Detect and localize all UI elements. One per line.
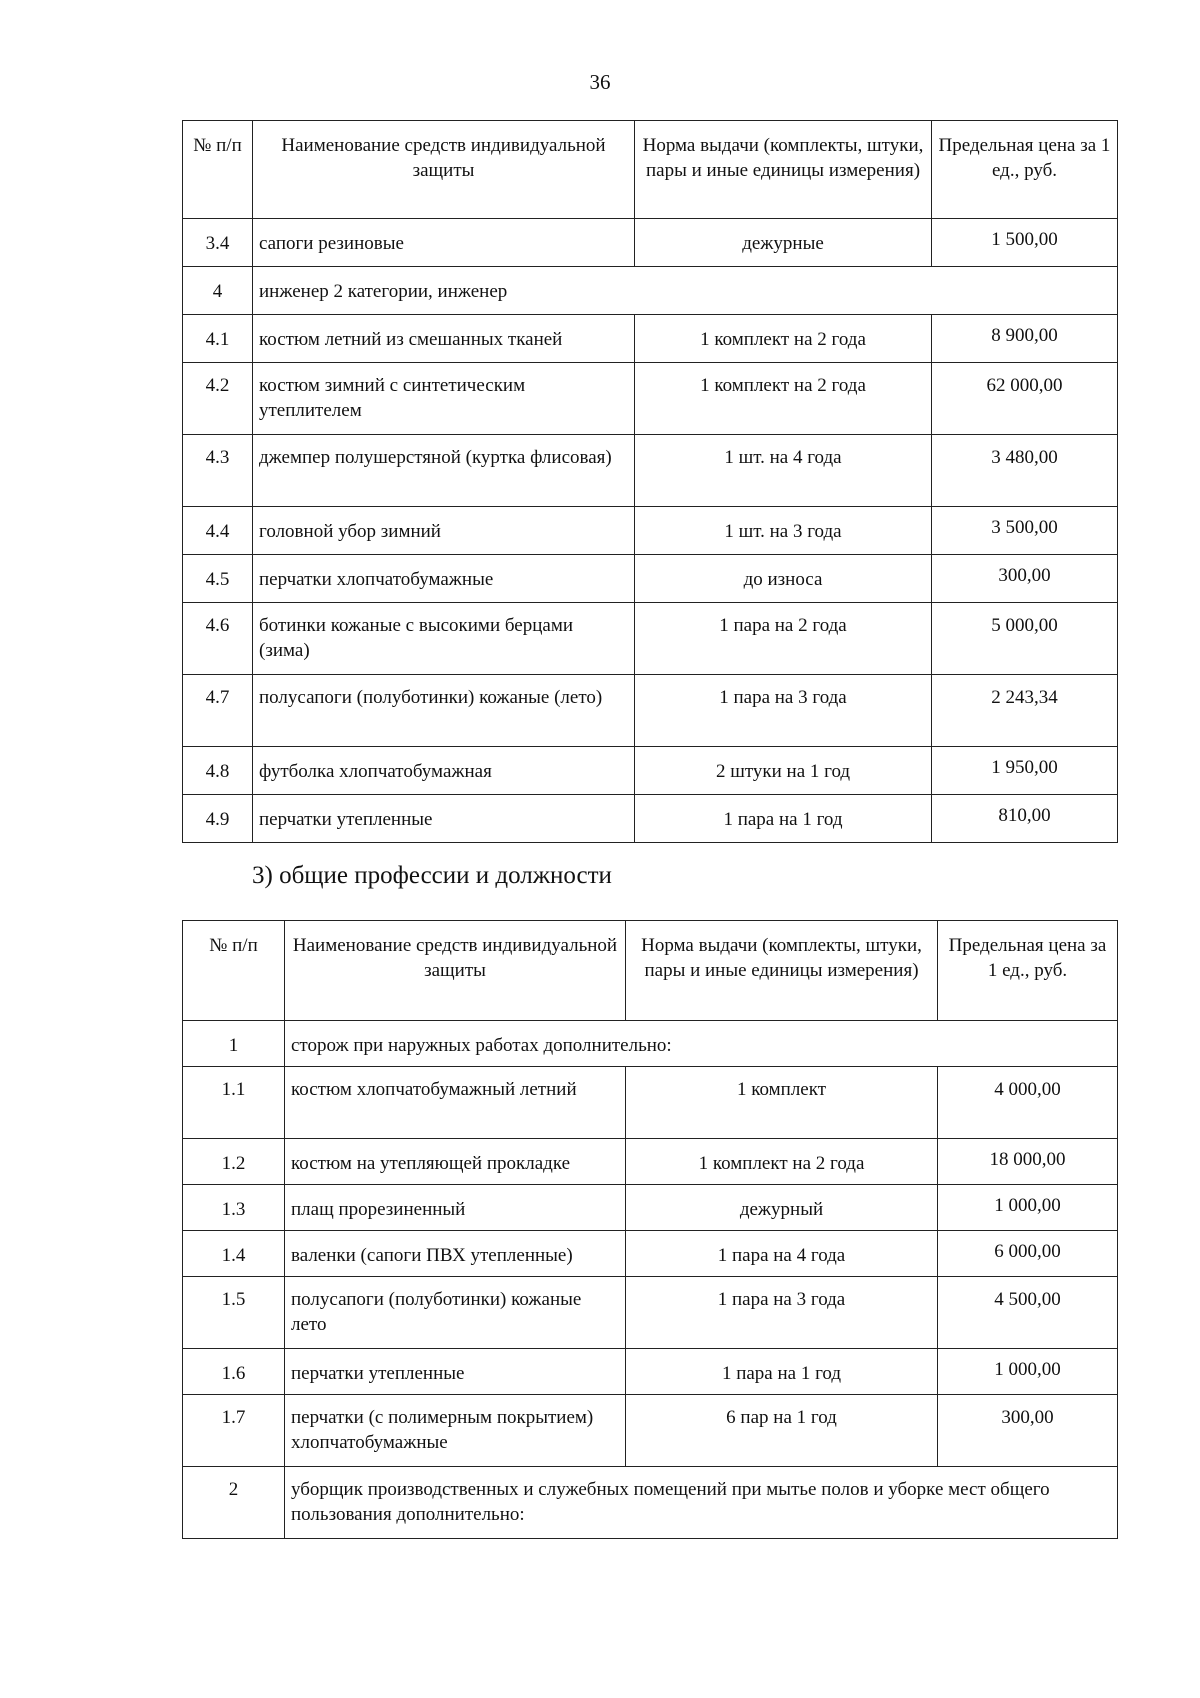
table-row xyxy=(183,1349,1118,1395)
row-name: костюм на утепляющей прокладке xyxy=(285,1139,626,1185)
table-row xyxy=(183,219,1118,267)
row-num: 4.5 xyxy=(183,555,253,603)
row-norm: 1 пара на 3 года xyxy=(635,675,932,747)
table-row xyxy=(183,555,1118,603)
row-name: головной убор зимний xyxy=(253,507,635,555)
row-name: футболка хлопчатобумажная xyxy=(253,747,635,795)
row-price: 3 500,00 xyxy=(932,507,1118,555)
table-row xyxy=(183,1231,1118,1277)
row-price: 1 000,00 xyxy=(938,1349,1118,1395)
ppe-table-general xyxy=(182,920,1118,1539)
row-price: 18 000,00 xyxy=(938,1139,1118,1185)
row-num: 1.7 xyxy=(183,1395,285,1467)
row-price: 300,00 xyxy=(938,1395,1118,1467)
row-norm: 1 пара на 2 года xyxy=(635,603,932,675)
row-num: 2 xyxy=(183,1467,285,1539)
table-row xyxy=(183,1067,1118,1139)
table-row xyxy=(183,1139,1118,1185)
row-norm: 6 пар на 1 год xyxy=(626,1395,938,1467)
row-norm: до износа xyxy=(635,555,932,603)
row-name: полусапоги (полуботинки) кожаные лето xyxy=(285,1277,626,1349)
row-name: костюм летний из смешанных тканей xyxy=(253,315,635,363)
row-name: костюм зимний с синтетическим утеплителем xyxy=(253,363,635,435)
table-row xyxy=(183,747,1118,795)
row-num: 4.3 xyxy=(183,435,253,507)
table-row xyxy=(183,603,1118,675)
table-group-row xyxy=(183,267,1118,315)
row-norm: 1 пара на 3 года xyxy=(626,1277,938,1349)
row-price: 62 000,00 xyxy=(932,363,1118,435)
table-row xyxy=(183,315,1118,363)
header-price: Предельная цена за 1 ед., руб. xyxy=(932,121,1118,219)
table-row xyxy=(183,1395,1118,1467)
row-norm: 1 пара на 1 год xyxy=(626,1349,938,1395)
table-row xyxy=(183,675,1118,747)
row-price: 300,00 xyxy=(932,555,1118,603)
row-name: полусапоги (полуботинки) кожаные (лето) xyxy=(253,675,635,747)
row-num: 1.1 xyxy=(183,1067,285,1139)
row-norm: дежурный xyxy=(626,1185,938,1231)
group-name: инженер 2 категории, инженер xyxy=(253,267,1118,315)
row-price: 4 000,00 xyxy=(938,1067,1118,1139)
row-num: 1.2 xyxy=(183,1139,285,1185)
table-row xyxy=(183,795,1118,843)
row-price: 810,00 xyxy=(932,795,1118,843)
table-row xyxy=(183,1277,1118,1349)
row-price: 1 950,00 xyxy=(932,747,1118,795)
page-number: 36 xyxy=(589,70,611,94)
row-norm: 1 комплект на 2 года xyxy=(635,315,932,363)
row-norm: 1 шт. на 3 года xyxy=(635,507,932,555)
row-num: 4.1 xyxy=(183,315,253,363)
row-num: 4.9 xyxy=(183,795,253,843)
row-norm: 1 пара на 1 год xyxy=(635,795,932,843)
row-price: 1 000,00 xyxy=(938,1185,1118,1231)
row-norm: 1 шт. на 4 года xyxy=(635,435,932,507)
group-name: уборщик производственных и служебных помещений при мытье полов и уборке мест общего пользования дополнительно: xyxy=(285,1467,1118,1539)
header-name: Наименование средств индивидуальной защиты xyxy=(285,921,626,1021)
table-group-row xyxy=(183,1021,1118,1067)
row-name: костюм хлопчатобумажный летний xyxy=(285,1067,626,1139)
row-norm: 1 пара на 4 года xyxy=(626,1231,938,1277)
row-num: 1.4 xyxy=(183,1231,285,1277)
row-num: 4.4 xyxy=(183,507,253,555)
row-norm: дежурные xyxy=(635,219,932,267)
row-num: 4 xyxy=(183,267,253,315)
row-name: валенки (сапоги ПВХ утепленные) xyxy=(285,1231,626,1277)
table-group-row xyxy=(183,1467,1118,1539)
table-row xyxy=(183,507,1118,555)
table-row xyxy=(183,363,1118,435)
header-name: Наименование средств индивидуальной защиты xyxy=(253,121,635,219)
header-num: № п/п xyxy=(183,921,285,1021)
row-name: перчатки (с полимерным покрытием) хлопчатобумажные xyxy=(285,1395,626,1467)
row-num: 3.4 xyxy=(183,219,253,267)
table-row xyxy=(183,1185,1118,1231)
row-norm: 1 комплект xyxy=(626,1067,938,1139)
row-price: 4 500,00 xyxy=(938,1277,1118,1349)
header-price: Предельная цена за 1 ед., руб. xyxy=(938,921,1118,1021)
row-num: 4.2 xyxy=(183,363,253,435)
row-price: 2 243,34 xyxy=(932,675,1118,747)
section-heading: 3) общие профессии и должности xyxy=(252,862,612,889)
row-norm: 1 комплект на 2 года xyxy=(626,1139,938,1185)
header-norm: Норма выдачи (комплекты, штуки, пары и иные единицы измерения) xyxy=(635,121,932,219)
row-name: перчатки хлопчатобумажные xyxy=(253,555,635,603)
row-price: 6 000,00 xyxy=(938,1231,1118,1277)
row-num: 1.3 xyxy=(183,1185,285,1231)
header-norm: Норма выдачи (комплекты, штуки, пары и иные единицы измерения) xyxy=(626,921,938,1021)
row-name: ботинки кожаные с высокими берцами (зима) xyxy=(253,603,635,675)
row-name: перчатки утепленные xyxy=(285,1349,626,1395)
row-name: сапоги резиновые xyxy=(253,219,635,267)
row-norm: 2 штуки на 1 год xyxy=(635,747,932,795)
row-num: 1.5 xyxy=(183,1277,285,1349)
row-name: перчатки утепленные xyxy=(253,795,635,843)
row-name: джемпер полушерстяной (куртка флисовая) xyxy=(253,435,635,507)
header-num: № п/п xyxy=(183,121,253,219)
ppe-table-engineers xyxy=(182,120,1118,843)
row-num: 1.6 xyxy=(183,1349,285,1395)
row-num: 1 xyxy=(183,1021,285,1067)
row-price: 5 000,00 xyxy=(932,603,1118,675)
row-norm: 1 комплект на 2 года xyxy=(635,363,932,435)
row-price: 8 900,00 xyxy=(932,315,1118,363)
group-name: сторож при наружных работах дополнительно: xyxy=(285,1021,1118,1067)
row-num: 4.7 xyxy=(183,675,253,747)
row-price: 3 480,00 xyxy=(932,435,1118,507)
row-name: плащ прорезиненный xyxy=(285,1185,626,1231)
row-num: 4.6 xyxy=(183,603,253,675)
table-row xyxy=(183,435,1118,507)
row-price: 1 500,00 xyxy=(932,219,1118,267)
row-num: 4.8 xyxy=(183,747,253,795)
